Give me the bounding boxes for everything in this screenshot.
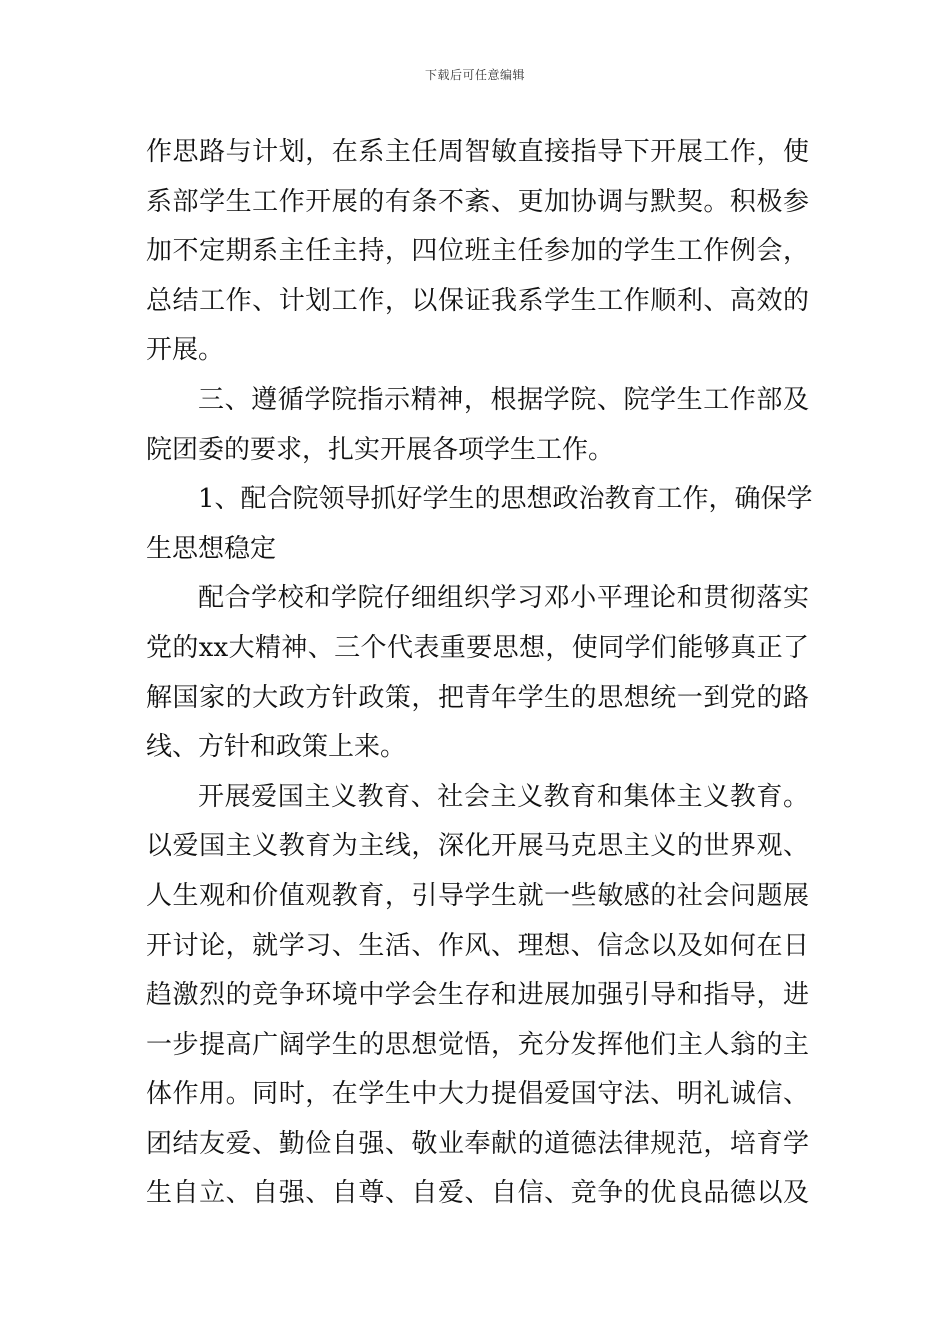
document-body (146, 128, 813, 1219)
subsection-heading-line: 1、配合院领导抓好学生的思想政治教育工作，确保学 (198, 484, 813, 515)
text-line: 体作用。同时，在学生中大力提倡爱国守法、明礼诚信、 (146, 1079, 809, 1110)
section-heading-line: 三、遵循学院指示精神，根据学院、院学生工作部及 (198, 384, 809, 415)
subsection-heading-line: 生思想稳定 (146, 533, 277, 564)
text-line: 开展爱国主义教育、社会主义教育和集体主义教育。 (198, 781, 809, 812)
text-line: 解国家的大政方针政策，把青年学生的思想统一到党的路 (146, 682, 809, 713)
text-line: 以爱国主义教育为主线，深化开展马克思主义的世界观、 (146, 831, 809, 862)
text-line: 开展。 (146, 335, 225, 366)
text-line: 总结工作、计划工作，以保证我系学生工作顺利、高效的 (146, 285, 809, 316)
section-heading-line: 院团委的要求，扎实开展各项学生工作。 (146, 434, 615, 465)
page-header: 下载后可任意编辑 (424, 68, 525, 82)
text-line: 配合学校和学院仔细组织学习邓小平理论和贯彻落实 (198, 583, 809, 614)
text-line: 团结友爱、勤俭自强、敬业奉献的道德法律规范，培育学 (146, 1128, 809, 1159)
text-line: 一步提高广阔学生的思想觉悟，充分发挥他们主人翁的主 (146, 1029, 809, 1060)
text-line: 系部学生工作开展的有条不紊、更加协调与默契。积极参 (146, 186, 809, 217)
text-line: 线、方针和政策上来。 (146, 732, 407, 763)
text-line: 加不定期系主任主持，四位班主任参加的学生工作例会， (146, 236, 809, 267)
text-line: 生自立、自强、自尊、自爱、自信、竞争的优良品德以及 (146, 1178, 809, 1209)
text-line: 趋激烈的竞争环境中学会生存和进展加强引导和指导，进 (146, 980, 809, 1011)
text-line: 人生观和价值观教育，引导学生就一些敏感的社会问题展 (146, 880, 809, 911)
text-line: 作思路与计划，在系主任周智敏直接指导下开展工作，使 (146, 137, 809, 167)
text-line: 党的xx大精神、三个代表重要思想，使同学们能够真正了 (146, 632, 809, 663)
text-line: 开讨论，就学习、生活、作风、理想、信念以及如何在日 (146, 930, 809, 961)
